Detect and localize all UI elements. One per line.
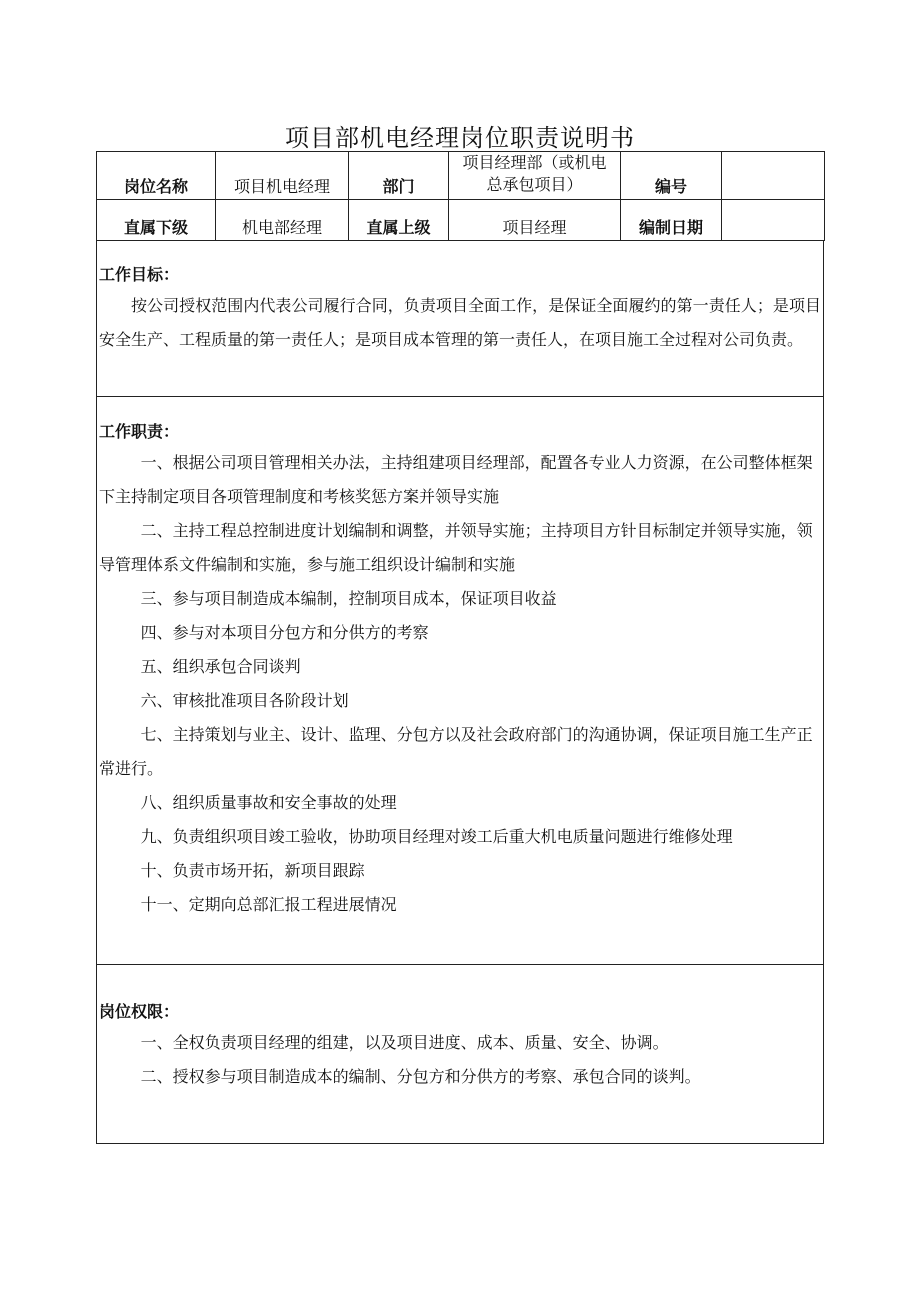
dept-value-line1: 项目经理部（或机电 [462, 153, 607, 172]
duty-item-10: 十、负责市场开拓，新项目跟踪 [140, 861, 365, 880]
objective-text: 按公司授权范围内代表公司履行合同，负责项目全面工作，是保证全面履约的第一责任人；是项目安全生产、工程质量的第一责任人；是项目成本管理的第一责任人，在项目施工全过程对公司负责。 [99, 296, 821, 349]
authority-list [97, 1026, 823, 1094]
code-value [722, 152, 825, 200]
duty-item-9: 九、负责组织项目竣工验收，协助项目经理对竣工后重大机电质量问题进行维修处理 [140, 827, 733, 846]
position-label: 岗位名称 [97, 152, 216, 200]
duty-item-6: 六、审核批准项目各阶段计划 [140, 691, 349, 710]
code-label: 编号 [621, 152, 722, 200]
duty-item-5: 五、组织承包合同谈判 [140, 657, 301, 676]
duty-item-4: 四、参与对本项目分包方和分供方的考察 [140, 623, 429, 642]
position-value: 项目机电经理 [216, 152, 349, 200]
duty-item-3: 三、参与项目制造成本编制，控制项目成本，保证项目收益 [140, 589, 557, 608]
superior-label: 直属上级 [349, 200, 449, 241]
header-row-2 [97, 200, 825, 241]
duties-list [97, 446, 823, 922]
subordinate-value: 机电部经理 [216, 200, 349, 241]
authority-heading: 岗位权限： [99, 1002, 180, 1021]
dept-label: 部门 [349, 152, 449, 200]
duty-item-8: 八、组织质量事故和安全事故的处理 [140, 793, 397, 812]
objective-section [96, 241, 824, 397]
date-value [722, 200, 825, 241]
duties-section [96, 396, 824, 965]
dept-value [449, 152, 621, 200]
duty-item-7: 七、主持策划与业主、设计、监理、分包方以及社会政府部门的沟通协调，保证项目施工生产正常进行。 [99, 725, 813, 778]
page-title: 项目部机电经理岗位职责说明书 [285, 124, 635, 152]
objective-heading: 工作目标： [99, 265, 180, 284]
header-row-1 [97, 152, 825, 200]
subordinate-label: 直属下级 [97, 200, 216, 241]
header-table [96, 151, 825, 241]
superior-value: 项目经理 [449, 200, 621, 241]
authority-item-1: 一、全权负责项目经理的组建，以及项目进度、成本、质量、安全、协调。 [140, 1033, 669, 1052]
authority-section [96, 964, 824, 1144]
authority-item-2: 二、授权参与项目制造成本的编制、分包方和分供方的考察、承包合同的谈判。 [140, 1067, 701, 1086]
duty-item-11: 十一、定期向总部汇报工程进展情况 [140, 895, 397, 914]
duty-item-2: 二、主持工程总控制进度计划编制和调整，并领导实施；主持项目方针目标制定并领导实施，领导管理体系文件编制和实施，参与施工组织设计编制和实施 [99, 521, 813, 574]
duty-item-1: 一、根据公司项目管理相关办法，主持组建项目经理部，配置各专业人力资源，在公司整体框架下主持制定项目各项管理制度和考核奖惩方案并领导实施 [99, 453, 813, 506]
dept-value-line2: 总承包项目） [486, 175, 583, 194]
duties-heading: 工作职责： [99, 422, 180, 441]
date-label: 编制日期 [621, 200, 722, 241]
